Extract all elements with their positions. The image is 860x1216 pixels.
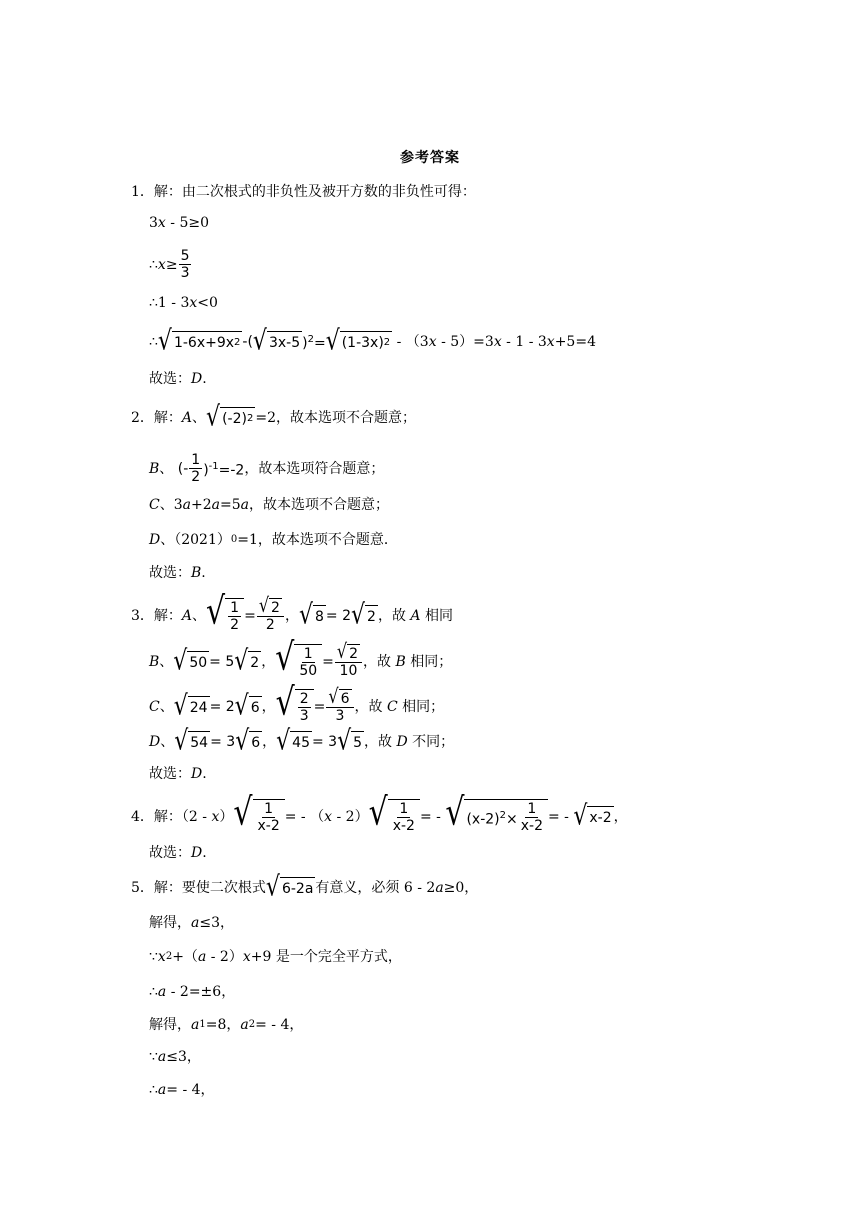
q1-intro-line <box>131 182 476 202</box>
q5-line1: 5． 解：要使二次根式 √ 6-2a 有意义，必须 6 - 2a≥0， <box>131 871 479 903</box>
q2-line-a: 2． 解：A、 √ (-2) 2 =2，故本选项不合题意； <box>131 401 416 433</box>
q1-line2: ∴x≥ $\frac{5}{3}$ <box>149 248 190 281</box>
q4-line: 4． 解：（2 - x） √ $\frac{1}{x-2}$ = - （x - 2） √ $\frac{1}{x-2}$ = - √ $(x-2)^2\times$ $\frac{1}{x-2}$ = - √ x-2 ， <box>131 790 628 835</box>
q3-line-a: 3． 解：A、 √ $\frac{1}{2}$ = √ 2 2 ， √ 8 = 2 √ 2 ，故 A 相同 <box>131 589 453 634</box>
q3-line-c: C、 √ 24 = 2 √ 6 ， √ $\frac{2}{3}$ = √ 6 3 ，故 C 相同； <box>149 680 445 725</box>
q2-fraction: $\frac{1}{2}$ <box>191 452 201 485</box>
q5-line5: 解得， a 1 =8， a 2 = - 4， <box>149 1017 304 1033</box>
q1-radical-3: √ (1-3x) 2 <box>325 325 391 357</box>
q2-line-c: C 、3 a +2 a =5 a ，故本选项不合题意； <box>149 497 389 513</box>
q1-number: 1． <box>131 184 154 200</box>
q5-line2: 解得， a ≤3， <box>149 915 234 931</box>
q3-line-d: D、 √ 54 = 3 √ 6 ， √ 45 = 3 √ 5 ，故 D 不同； <box>149 725 455 757</box>
page-title: 参考答案 <box>400 150 460 166</box>
q2-line-d: D 、（2021） 0 =1，故本选项不合题意． <box>149 532 398 548</box>
q2-answer: 故选： B . <box>149 565 206 581</box>
q1-line1: 3 x - 5≥0 <box>149 215 210 231</box>
q2-line-b: B、 (- $\frac{1}{2}$ )$^{-1}$=-2 ，故本选项符合题意； <box>149 452 385 485</box>
q5-line7: ∴ a = - 4， <box>149 1082 215 1098</box>
q5-line6: ∵ a ≤3， <box>149 1049 201 1065</box>
q1-answer: 故选： D . <box>149 371 207 387</box>
q5-line3: ∵ x 2 +（ a - 2） x +9 是一个完全平方式， <box>149 949 402 965</box>
q5-line4: ∴ a - 2=±6， <box>149 984 236 1000</box>
q1-fraction: $\frac{5}{3}$ <box>180 248 190 281</box>
q1-intro: 解：由二次根式的非负性及被开方数的非负性可得： <box>153 184 476 200</box>
q1-radical-1: √ 1-6x+9x 2 <box>157 325 241 357</box>
q3-line-b: B、 √ 50 = 5 √ 2 ， √ $\frac{1}{50}$ = √ 2 10 ，故 B 相同； <box>149 635 453 680</box>
q4-answer: 故选： D . <box>149 845 207 861</box>
q1-radical-2: √ 3x-5 <box>252 325 301 357</box>
q1-line3: ∴1 - 3 x <0 <box>149 295 218 311</box>
q3-answer: 故选： D . <box>149 766 207 782</box>
q2-radical: √ (-2) 2 <box>206 401 254 433</box>
q1-line4: ∴ √ 1-6x+9x 2 -( √ 3x-5 )$^2$= √ (1-3x) 2 - （3x - 5）=3x - 1 - 3x+5=4 <box>149 325 596 357</box>
